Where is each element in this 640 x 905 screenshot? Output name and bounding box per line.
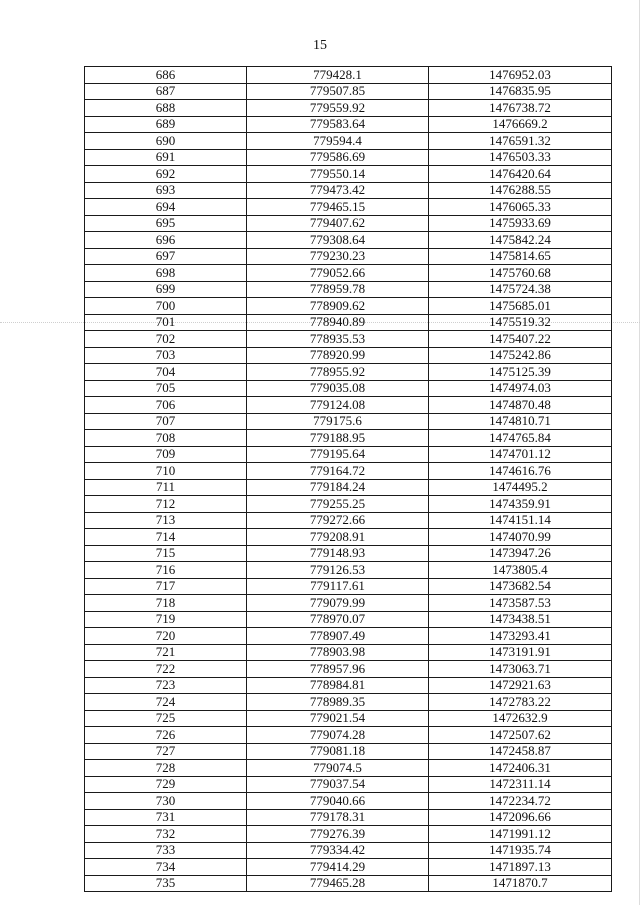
- y-coordinate-cell: 1471991.12: [429, 826, 612, 843]
- point-number-cell: 695: [85, 215, 247, 232]
- point-number-cell: 701: [85, 314, 247, 331]
- y-coordinate-cell: 1474810.71: [429, 413, 612, 430]
- table-row: [85, 859, 612, 876]
- table-row: [85, 182, 612, 199]
- y-coordinate-cell: 1476503.33: [429, 149, 612, 166]
- point-number-cell: 720: [85, 628, 247, 645]
- point-number-cell: 697: [85, 248, 247, 265]
- table-row: [85, 776, 612, 793]
- point-number-cell: 704: [85, 364, 247, 381]
- point-number-cell: 706: [85, 397, 247, 414]
- table-row: [85, 232, 612, 249]
- point-number-cell: 692: [85, 166, 247, 183]
- point-number-cell: 698: [85, 265, 247, 282]
- y-coordinate-cell: 1473438.51: [429, 611, 612, 628]
- table-row: [85, 166, 612, 183]
- y-coordinate-cell: 1472507.62: [429, 727, 612, 744]
- y-coordinate-cell: 1476738.72: [429, 100, 612, 117]
- x-coordinate-cell: 778970.07: [247, 611, 429, 628]
- point-number-cell: 732: [85, 826, 247, 843]
- x-coordinate-cell: 779465.15: [247, 199, 429, 216]
- point-number-cell: 717: [85, 578, 247, 595]
- x-coordinate-cell: 779308.64: [247, 232, 429, 249]
- y-coordinate-cell: 1473947.26: [429, 545, 612, 562]
- x-coordinate-cell: 779507.85: [247, 83, 429, 100]
- point-number-cell: 696: [85, 232, 247, 249]
- point-number-cell: 730: [85, 793, 247, 810]
- x-coordinate-cell: 779148.93: [247, 545, 429, 562]
- x-coordinate-cell: 778989.35: [247, 694, 429, 711]
- x-coordinate-cell: 778935.53: [247, 331, 429, 348]
- point-number-cell: 710: [85, 463, 247, 480]
- point-number-cell: 721: [85, 644, 247, 661]
- y-coordinate-cell: 1473587.53: [429, 595, 612, 612]
- point-number-cell: 690: [85, 133, 247, 150]
- x-coordinate-cell: 779040.66: [247, 793, 429, 810]
- table-row: [85, 545, 612, 562]
- y-coordinate-cell: 1476669.2: [429, 116, 612, 133]
- y-coordinate-cell: 1475760.68: [429, 265, 612, 282]
- table-row: [85, 809, 612, 826]
- table-row: [85, 694, 612, 711]
- table-row: [85, 215, 612, 232]
- y-coordinate-cell: 1476420.64: [429, 166, 612, 183]
- table-row: [85, 314, 612, 331]
- page-number: 15: [313, 38, 327, 53]
- x-coordinate-cell: 779586.69: [247, 149, 429, 166]
- point-number-cell: 731: [85, 809, 247, 826]
- x-coordinate-cell: 778984.81: [247, 677, 429, 694]
- y-coordinate-cell: 1475407.22: [429, 331, 612, 348]
- x-coordinate-cell: 779276.39: [247, 826, 429, 843]
- x-coordinate-cell: 779175.6: [247, 413, 429, 430]
- point-number-cell: 727: [85, 743, 247, 760]
- y-coordinate-cell: 1474359.91: [429, 496, 612, 513]
- y-coordinate-cell: 1474765.84: [429, 430, 612, 447]
- x-coordinate-cell: 779230.23: [247, 248, 429, 265]
- y-coordinate-cell: 1473805.4: [429, 562, 612, 579]
- y-coordinate-cell: 1473063.71: [429, 661, 612, 678]
- y-coordinate-cell: 1474616.76: [429, 463, 612, 480]
- point-number-cell: 728: [85, 760, 247, 777]
- table-row: [85, 100, 612, 117]
- table-row: [85, 562, 612, 579]
- table-row: [85, 380, 612, 397]
- x-coordinate-cell: 778903.98: [247, 644, 429, 661]
- table-row: [85, 611, 612, 628]
- table-row: [85, 496, 612, 513]
- table-row: [85, 347, 612, 364]
- x-coordinate-cell: 779414.29: [247, 859, 429, 876]
- y-coordinate-cell: 1472632.9: [429, 710, 612, 727]
- y-coordinate-cell: 1472234.72: [429, 793, 612, 810]
- point-number-cell: 715: [85, 545, 247, 562]
- y-coordinate-cell: 1474701.12: [429, 446, 612, 463]
- table-row: [85, 842, 612, 859]
- point-number-cell: 687: [85, 83, 247, 100]
- x-coordinate-cell: 779334.42: [247, 842, 429, 859]
- x-coordinate-cell: 779164.72: [247, 463, 429, 480]
- x-coordinate-cell: 779594.4: [247, 133, 429, 150]
- point-number-cell: 709: [85, 446, 247, 463]
- table-row: [85, 265, 612, 282]
- table-row: [85, 364, 612, 381]
- point-number-cell: 707: [85, 413, 247, 430]
- table-row: [85, 116, 612, 133]
- point-number-cell: 689: [85, 116, 247, 133]
- y-coordinate-cell: 1475814.65: [429, 248, 612, 265]
- x-coordinate-cell: 779037.54: [247, 776, 429, 793]
- table-row: [85, 413, 612, 430]
- y-coordinate-cell: 1472458.87: [429, 743, 612, 760]
- x-coordinate-cell: 779178.31: [247, 809, 429, 826]
- table-row: [85, 628, 612, 645]
- y-coordinate-cell: 1475519.32: [429, 314, 612, 331]
- x-coordinate-cell: 779473.42: [247, 182, 429, 199]
- y-coordinate-cell: 1476952.03: [429, 67, 612, 84]
- x-coordinate-cell: 778907.49: [247, 628, 429, 645]
- point-number-cell: 705: [85, 380, 247, 397]
- x-coordinate-cell: 779021.54: [247, 710, 429, 727]
- x-coordinate-cell: 779052.66: [247, 265, 429, 282]
- point-number-cell: 714: [85, 529, 247, 546]
- point-number-cell: 712: [85, 496, 247, 513]
- table-row: [85, 83, 612, 100]
- table-row: [85, 67, 612, 84]
- x-coordinate-cell: 779117.61: [247, 578, 429, 595]
- point-number-cell: 734: [85, 859, 247, 876]
- table-row: [85, 826, 612, 843]
- y-coordinate-cell: 1475933.69: [429, 215, 612, 232]
- table-row: [85, 199, 612, 216]
- x-coordinate-cell: 778909.62: [247, 298, 429, 315]
- x-coordinate-cell: 779255.25: [247, 496, 429, 513]
- y-coordinate-cell: 1475685.01: [429, 298, 612, 315]
- y-coordinate-cell: 1472311.14: [429, 776, 612, 793]
- point-number-cell: 708: [85, 430, 247, 447]
- x-coordinate-cell: 779465.28: [247, 875, 429, 892]
- point-number-cell: 726: [85, 727, 247, 744]
- x-coordinate-cell: 779035.08: [247, 380, 429, 397]
- table-row: [85, 595, 612, 612]
- x-coordinate-cell: 779272.66: [247, 512, 429, 529]
- table-row: [85, 710, 612, 727]
- x-coordinate-cell: 778920.99: [247, 347, 429, 364]
- point-number-cell: 703: [85, 347, 247, 364]
- y-coordinate-cell: 1476065.33: [429, 199, 612, 216]
- table-row: [85, 578, 612, 595]
- table-row: [85, 677, 612, 694]
- y-coordinate-cell: 1476591.32: [429, 133, 612, 150]
- table-row: [85, 875, 612, 892]
- point-number-cell: 733: [85, 842, 247, 859]
- table-row: [85, 793, 612, 810]
- x-coordinate-cell: 779184.24: [247, 479, 429, 496]
- table-row: [85, 727, 612, 744]
- coordinates-table-body: [85, 67, 612, 892]
- table-row: [85, 743, 612, 760]
- y-coordinate-cell: 1474495.2: [429, 479, 612, 496]
- point-number-cell: 719: [85, 611, 247, 628]
- y-coordinate-cell: 1474974.03: [429, 380, 612, 397]
- x-coordinate-cell: 779428.1: [247, 67, 429, 84]
- table-row: [85, 446, 612, 463]
- x-coordinate-cell: 779188.95: [247, 430, 429, 447]
- x-coordinate-cell: 779081.18: [247, 743, 429, 760]
- y-coordinate-cell: 1476835.95: [429, 83, 612, 100]
- y-coordinate-cell: 1473682.54: [429, 578, 612, 595]
- table-row: [85, 529, 612, 546]
- x-coordinate-cell: 779074.5: [247, 760, 429, 777]
- y-coordinate-cell: 1474151.14: [429, 512, 612, 529]
- y-coordinate-cell: 1472096.66: [429, 809, 612, 826]
- x-coordinate-cell: 779079.99: [247, 595, 429, 612]
- point-number-cell: 700: [85, 298, 247, 315]
- point-number-cell: 694: [85, 199, 247, 216]
- table-row: [85, 298, 612, 315]
- y-coordinate-cell: 1472783.22: [429, 694, 612, 711]
- x-coordinate-cell: 779583.64: [247, 116, 429, 133]
- point-number-cell: 693: [85, 182, 247, 199]
- y-coordinate-cell: 1475242.86: [429, 347, 612, 364]
- point-number-cell: 722: [85, 661, 247, 678]
- point-number-cell: 723: [85, 677, 247, 694]
- x-coordinate-cell: 779550.14: [247, 166, 429, 183]
- point-number-cell: 691: [85, 149, 247, 166]
- x-coordinate-cell: 778940.89: [247, 314, 429, 331]
- y-coordinate-cell: 1476288.55: [429, 182, 612, 199]
- y-coordinate-cell: 1473293.41: [429, 628, 612, 645]
- point-number-cell: 735: [85, 875, 247, 892]
- table-row: [85, 661, 612, 678]
- point-number-cell: 718: [85, 595, 247, 612]
- table-row: [85, 760, 612, 777]
- y-coordinate-cell: 1471870.7: [429, 875, 612, 892]
- point-number-cell: 699: [85, 281, 247, 298]
- point-number-cell: 724: [85, 694, 247, 711]
- y-coordinate-cell: 1475842.24: [429, 232, 612, 249]
- table-row: [85, 149, 612, 166]
- table-row: [85, 397, 612, 414]
- y-coordinate-cell: 1473191.91: [429, 644, 612, 661]
- table-row: [85, 430, 612, 447]
- x-coordinate-cell: 779559.92: [247, 100, 429, 117]
- table-row: [85, 248, 612, 265]
- y-coordinate-cell: 1471897.13: [429, 859, 612, 876]
- point-number-cell: 713: [85, 512, 247, 529]
- y-coordinate-cell: 1474870.48: [429, 397, 612, 414]
- y-coordinate-cell: 1471935.74: [429, 842, 612, 859]
- table-row: [85, 463, 612, 480]
- x-coordinate-cell: 778957.96: [247, 661, 429, 678]
- point-number-cell: 729: [85, 776, 247, 793]
- y-coordinate-cell: 1472406.31: [429, 760, 612, 777]
- table-row: [85, 331, 612, 348]
- point-number-cell: 688: [85, 100, 247, 117]
- x-coordinate-cell: 779074.28: [247, 727, 429, 744]
- x-coordinate-cell: 779407.62: [247, 215, 429, 232]
- table-row: [85, 133, 612, 150]
- coordinates-table: [84, 66, 612, 892]
- y-coordinate-cell: 1474070.99: [429, 529, 612, 546]
- x-coordinate-cell: 779195.64: [247, 446, 429, 463]
- y-coordinate-cell: 1475125.39: [429, 364, 612, 381]
- x-coordinate-cell: 779208.91: [247, 529, 429, 546]
- point-number-cell: 711: [85, 479, 247, 496]
- x-coordinate-cell: 778959.78: [247, 281, 429, 298]
- x-coordinate-cell: 778955.92: [247, 364, 429, 381]
- point-number-cell: 716: [85, 562, 247, 579]
- point-number-cell: 686: [85, 67, 247, 84]
- point-number-cell: 702: [85, 331, 247, 348]
- table-row: [85, 512, 612, 529]
- x-coordinate-cell: 779126.53: [247, 562, 429, 579]
- y-coordinate-cell: 1472921.63: [429, 677, 612, 694]
- table-row: [85, 644, 612, 661]
- table-row: [85, 479, 612, 496]
- table-row: [85, 281, 612, 298]
- x-coordinate-cell: 779124.08: [247, 397, 429, 414]
- y-coordinate-cell: 1475724.38: [429, 281, 612, 298]
- point-number-cell: 725: [85, 710, 247, 727]
